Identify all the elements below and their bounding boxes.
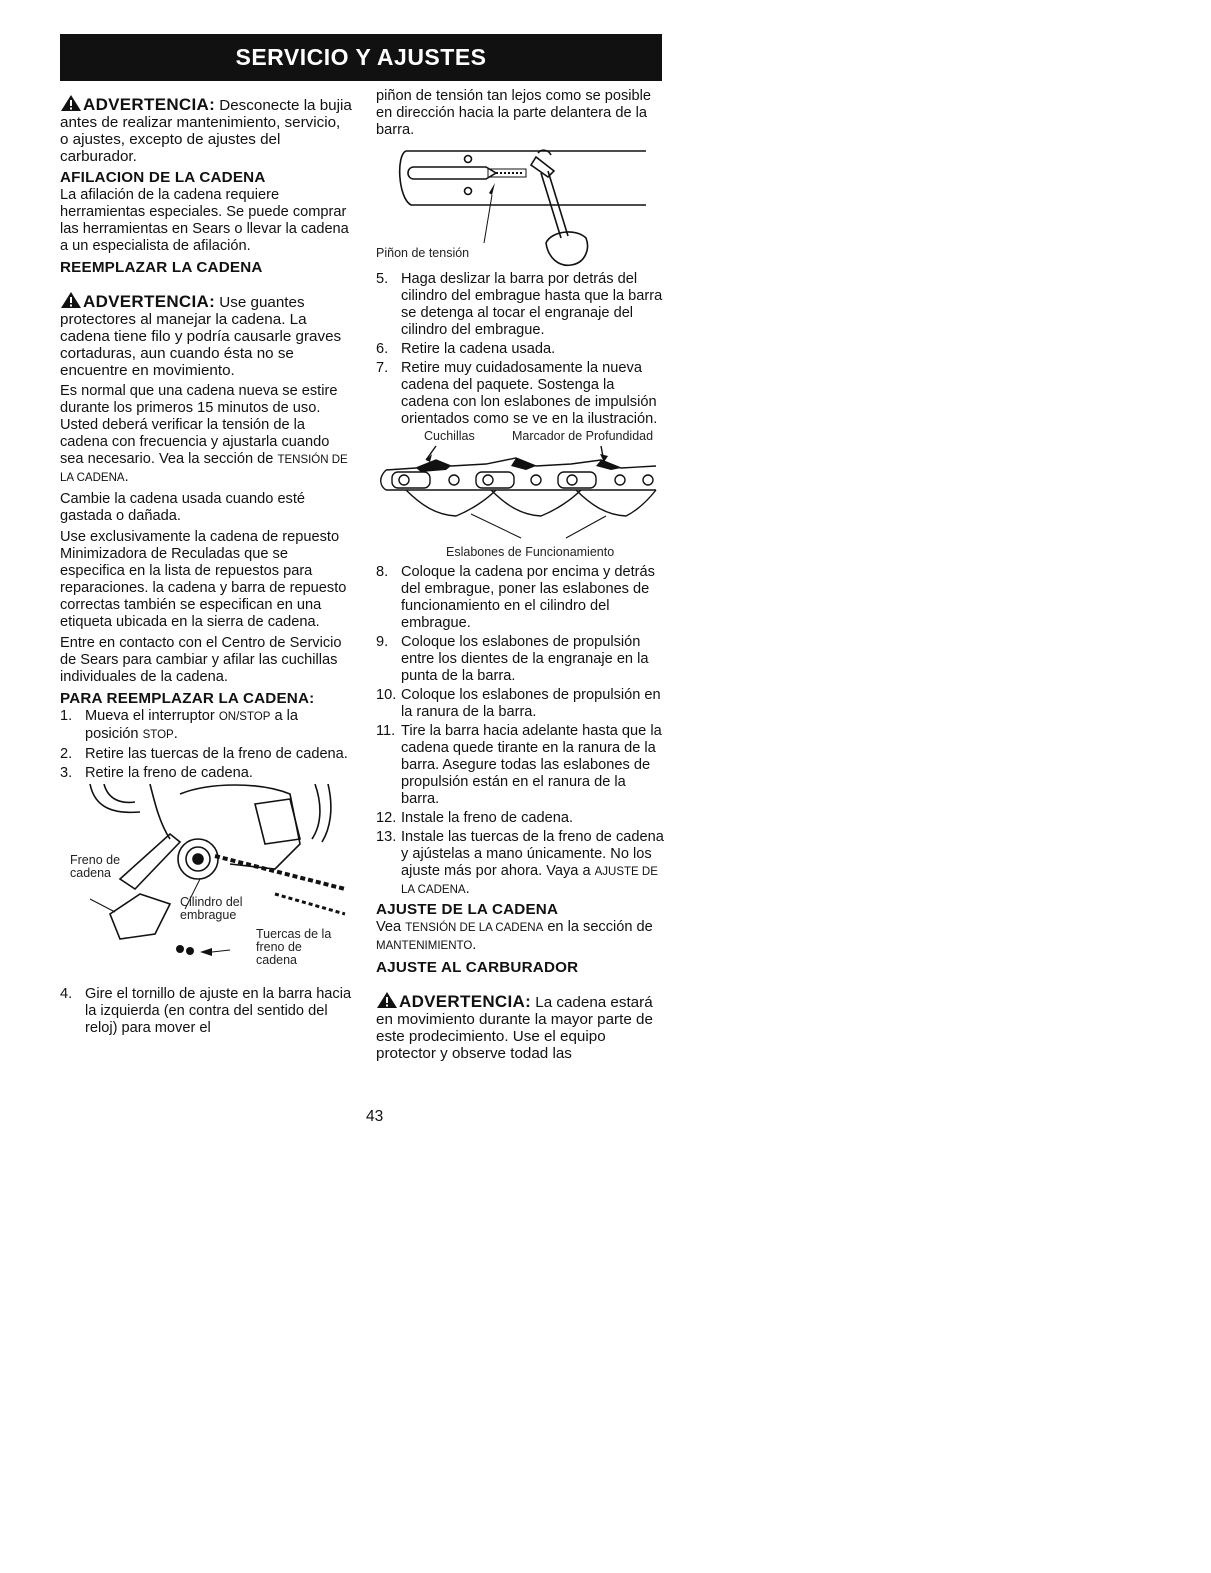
- label-tuercas: Tuercas de la freno de cadena: [256, 927, 332, 967]
- label-marcador: Marcador de Profundidad: [512, 429, 654, 443]
- text: Retire muy cuidadosamente la nueva cadena del paquete. Sostenga la cadena con lon eslabones de impulsión orientados como se ve en la ilustración.: [401, 360, 658, 427]
- label-freno: Freno de cadena: [70, 853, 121, 880]
- warning-label: ADVERTENCIA:: [83, 292, 216, 311]
- step-number: 5.: [376, 271, 389, 287]
- step-number: 10.: [376, 687, 397, 703]
- list-item: [376, 723, 664, 808]
- warning-disconnect: [60, 94, 352, 165]
- steps-list-1: [60, 708, 352, 782]
- list-item: [376, 634, 664, 685]
- page-header: [60, 34, 662, 81]
- list-item: [376, 341, 664, 358]
- text: .: [465, 881, 470, 897]
- step-number: 2.: [60, 746, 73, 762]
- heading-reemplazar: REEMPLAZAR LA CADENA: [60, 259, 263, 276]
- left-column: [60, 88, 352, 1039]
- step-number: 1.: [60, 708, 73, 724]
- list-item: [60, 746, 352, 763]
- label-cuchillas: Cuchillas: [424, 429, 475, 443]
- step-number: 3.: [60, 765, 73, 781]
- step-number: 13.: [376, 829, 397, 845]
- text: Coloque la cadena por encima y detrás del embrague, poner las eslabones de funcionamiento en el cilindro del embrague.: [401, 564, 655, 631]
- text: a la posición: [85, 708, 298, 742]
- heading-para-reemplazar: PARA REEMPLAZAR LA CADENA:: [60, 690, 315, 707]
- paragraph-cambie: Cambie la cadena usada cuando esté gastada o dañada.: [60, 491, 306, 524]
- warning-text: Use guantes protectores al manejar la cadena. La cadena tiene filo y podría causarle graves cortaduras, aun cuando ésta no se encuentre en movimiento.: [60, 294, 342, 379]
- page-number: 43: [366, 1108, 384, 1125]
- list-item: [376, 271, 664, 339]
- text: Gire el tornillo de ajuste en la barra hacia la izquierda (en contra del sentido del reloj) para mover el: [85, 986, 352, 1036]
- warning-label: ADVERTENCIA:: [399, 992, 532, 1011]
- ref-tension: TENSIÓN DE LA CADENA: [405, 922, 544, 934]
- step-number: 9.: [376, 634, 389, 650]
- paragraph-use: Use exclusivamente la cadena de repuesto Minimizadora de Reculadas que se especifica en la lista de repuestos para reparaciones. la cadena y barra de repuesto correctas también se especifican en una etiqueta ubicada en la sierra de cadena.: [60, 529, 347, 630]
- ref-switch: ON/STOP: [218, 711, 271, 723]
- warning-triangle-icon: [60, 291, 82, 309]
- list-item: [376, 564, 664, 632]
- warning-text: Desconecte la bujia antes de realizar mantenimiento, servicio, o ajustes, excepto de ajustes del carburador.: [60, 97, 352, 165]
- figure-chain-links: [376, 430, 664, 564]
- text: Es normal que una cadena nueva se estire durante los primeros 15 minutos de uso. Usted deberá verificar la tensión de la cadena con frecuencia y ajustarla cuando sea necesario. Vea la sección de: [60, 383, 338, 467]
- text: Retire la cadena usada.: [401, 341, 556, 357]
- text: .: [173, 726, 178, 742]
- warning-text: La cadena estará en movimiento durante la mayor parte de este prodecimiento. Use el equipo protector y observe todad las: [376, 994, 653, 1062]
- text: Tire la barra hacia adelante hasta que la cadena quede tirante en la ranura de la barra. Asegure todas las eslabones de propulsión están en el ranura de la barra.: [401, 723, 662, 807]
- list-item: [376, 829, 664, 899]
- text: .: [472, 937, 477, 953]
- step-number: 8.: [376, 564, 389, 580]
- text: Coloque los eslabones de propulsión entre los dientes de la engranaje en la punta de la barra.: [401, 634, 649, 684]
- warning-moving-chain: [376, 991, 664, 1062]
- warning-triangle-icon: [376, 991, 398, 1009]
- text: en la sección de: [543, 919, 653, 935]
- chain-links-illustration: [376, 430, 664, 564]
- heading-ajuste-cadena: AJUSTE DE LA CADENA: [376, 901, 559, 918]
- text: Coloque los eslabones de propulsión en la ranura de la barra.: [401, 687, 661, 720]
- step-number: 6.: [376, 341, 389, 357]
- list-item: [60, 708, 352, 744]
- paragraph-normal: [60, 383, 352, 487]
- list-item: [60, 765, 352, 782]
- step-number: 4.: [60, 986, 73, 1002]
- list-item: [376, 687, 664, 721]
- label-pinon: Piñon de tensión: [376, 246, 470, 260]
- text: Haga deslizar la barra por detrás del cilindro del embrague hasta que la barra se detenga al tocar el engranaje del cilindro del embrague.: [401, 271, 663, 338]
- warning-triangle-icon: [60, 94, 82, 112]
- text: .: [124, 469, 129, 485]
- list-item: [60, 986, 352, 1037]
- ref-stop: STOP: [142, 729, 174, 741]
- warning-gloves: [60, 291, 352, 379]
- paragraph-entre: Entre en contacto con el Centro de Servicio de Sears para cambiar y afilar las cuchillas individuales de la cadena.: [60, 635, 342, 685]
- heading-carburador: AJUSTE AL CARBURADOR: [376, 959, 579, 976]
- right-column: [376, 88, 664, 1066]
- text: Instale las tuercas de la freno de cadena y ajústelas a mano únicamente. No los ajuste más por ahora. Vaya a: [401, 829, 664, 879]
- step-number: 12.: [376, 810, 397, 826]
- list-item: [376, 360, 664, 428]
- label-cilindro: Cilindro del embrague: [180, 895, 243, 922]
- paragraph-ajuste: [376, 919, 664, 955]
- heading-afilacion: AFILACION DE LA CADENA: [60, 169, 266, 186]
- step-number: 11.: [376, 723, 396, 739]
- step-number: 7.: [376, 360, 389, 376]
- list-item: [376, 810, 664, 827]
- paragraph-afilacion: La afilación de la cadena requiere herramientas especiales. Se puede comprar las herramientas en Sears o llevar la cadena a un especialista de afilación.: [60, 187, 349, 254]
- ref-ajuste: AJUSTE DE LA CADENA: [401, 866, 658, 896]
- steps-list-3: [376, 271, 664, 428]
- text: Instale la freno de cadena.: [401, 810, 574, 826]
- text: Vea: [376, 919, 406, 935]
- label-eslabones: Eslabones de Funcionamiento: [446, 545, 615, 559]
- page-title: SERVICIO Y AJUSTES: [235, 44, 487, 70]
- text: Retire las tuercas de la freno de cadena.: [85, 746, 348, 762]
- steps-list-4: [376, 564, 664, 899]
- warning-label: ADVERTENCIA:: [83, 95, 216, 114]
- ref-mantenimiento: MANTENIMIENTO: [376, 940, 473, 952]
- steps-list-2: [60, 986, 352, 1037]
- text: Mueva el interruptor: [85, 708, 219, 724]
- text: Retire la freno de cadena.: [85, 765, 253, 781]
- figure-tension-pinion: [376, 143, 664, 271]
- paragraph-continuation: piñon de tensión tan lejos como se posible en dirección hacia la parte delantera de la barra.: [376, 88, 652, 138]
- ref-tension: TENSIÓN DE LA CADENA: [60, 454, 348, 484]
- figure-chain-brake: [60, 784, 352, 986]
